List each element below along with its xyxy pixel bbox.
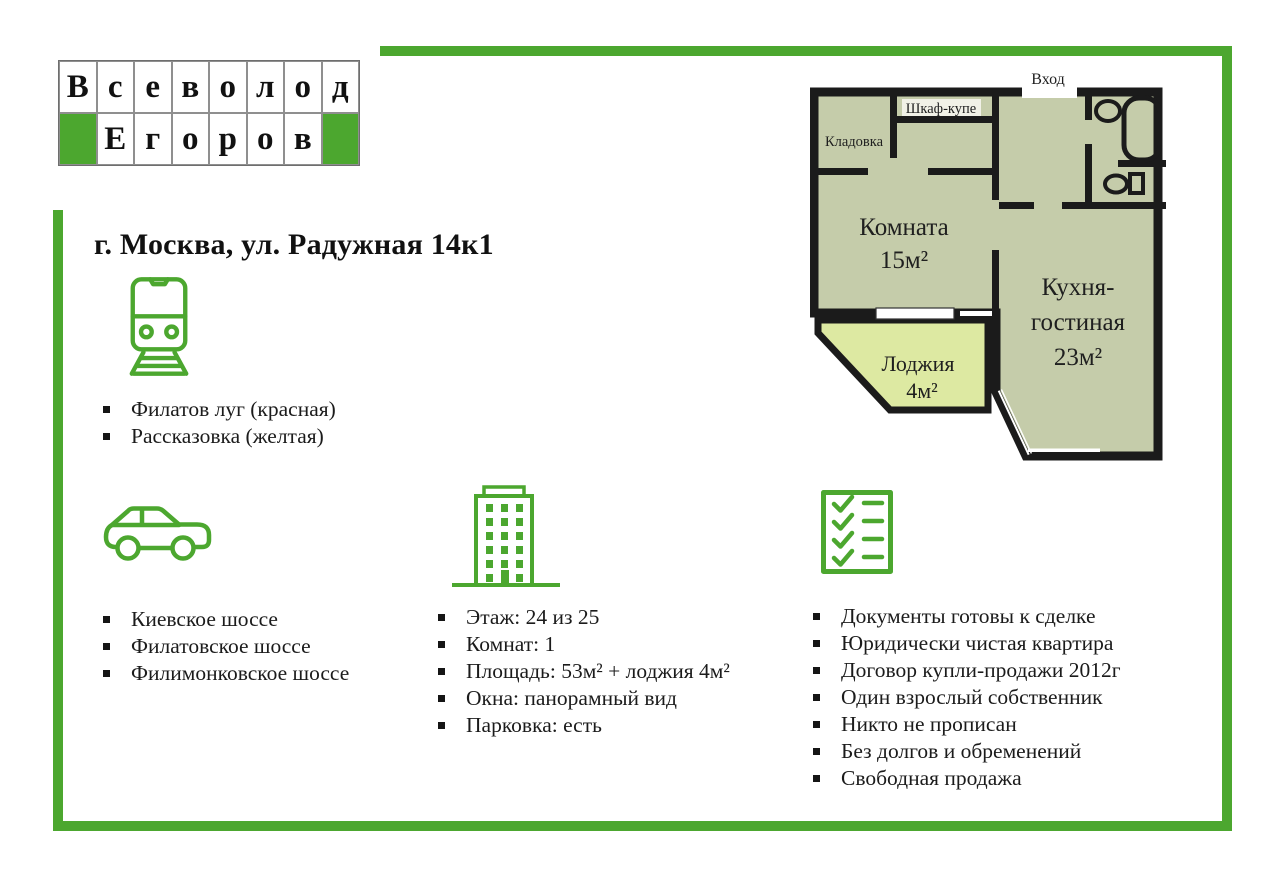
list-item: Документы готовы к сделке xyxy=(810,603,1121,630)
accent-line-top xyxy=(380,46,1232,56)
floor-plan-image xyxy=(810,70,1172,468)
list-item: Этаж: 24 из 25 xyxy=(435,604,730,631)
loggia-area-label: 4м² xyxy=(906,378,938,403)
storage-label: Кладовка xyxy=(824,134,884,150)
room-label: Комната xyxy=(859,214,949,241)
logo-letter: е xyxy=(134,61,172,113)
list-item: Свободная продажа xyxy=(810,765,1121,792)
train-icon xyxy=(124,276,194,378)
room-area-label: 15м² xyxy=(879,247,929,274)
list-item: Киевское шоссе xyxy=(100,606,349,633)
kitchen-area-label: 23м² xyxy=(1053,344,1103,371)
logo-letter: о xyxy=(247,113,285,165)
list-item: Филатовское шоссе xyxy=(100,633,349,660)
logo-letter: о xyxy=(284,61,322,113)
logo-green-cell xyxy=(322,113,360,165)
logo-letter: д xyxy=(322,61,360,113)
apartment-facts-list xyxy=(435,604,730,739)
entrance-label: Вход xyxy=(1031,71,1065,88)
logo-letter: Е xyxy=(97,113,135,165)
accent-line-right xyxy=(1222,46,1232,831)
metro-stations-list xyxy=(100,396,336,450)
list-item: Комнат: 1 xyxy=(435,631,730,658)
logo-letter: в xyxy=(172,61,210,113)
logo-letter: о xyxy=(209,61,247,113)
list-item: Договор купли-продажи 2012г xyxy=(810,657,1121,684)
checklist-icon xyxy=(820,487,894,577)
accent-line-left xyxy=(53,210,63,831)
loggia-label: Лоджия xyxy=(881,351,955,376)
logo-letter: г xyxy=(134,113,172,165)
list-item: Филатов луг (красная) xyxy=(100,396,336,423)
list-item: Никто не прописан xyxy=(810,711,1121,738)
list-item: Филимонковское шоссе xyxy=(100,660,349,687)
logo-letter: В xyxy=(59,61,97,113)
car-icon xyxy=(102,502,214,570)
list-item: Окна: панорамный вид xyxy=(435,685,730,712)
roads-list xyxy=(100,606,349,687)
list-item: Площадь: 53м² + лоджия 4м² xyxy=(435,658,730,685)
list-item: Рассказовка (желтая) xyxy=(100,423,336,450)
list-item: Без долгов и обременений xyxy=(810,738,1121,765)
logo-letter: с xyxy=(97,61,135,113)
logo-letter: р xyxy=(209,113,247,165)
logo-letter: о xyxy=(172,113,210,165)
building-icon xyxy=(450,482,562,588)
agent-logo xyxy=(58,60,360,166)
list-item: Один взрослый собственник xyxy=(810,684,1121,711)
kitchen-label-line1: Кухня- xyxy=(1041,274,1115,301)
accent-line-bottom xyxy=(53,821,1232,831)
wardrobe-label: Шкаф-купе xyxy=(905,101,977,117)
logo-letter: л xyxy=(247,61,285,113)
list-item: Юридически чистая квартира xyxy=(810,630,1121,657)
logo-green-cell xyxy=(59,113,97,165)
page-title: г. Москва, ул. Радужная 14к1 xyxy=(94,228,494,262)
logo-letter: в xyxy=(284,113,322,165)
kitchen-label-line2: гостиная xyxy=(1030,309,1126,336)
list-item: Парковка: есть xyxy=(435,712,730,739)
deal-terms-list xyxy=(810,603,1121,792)
